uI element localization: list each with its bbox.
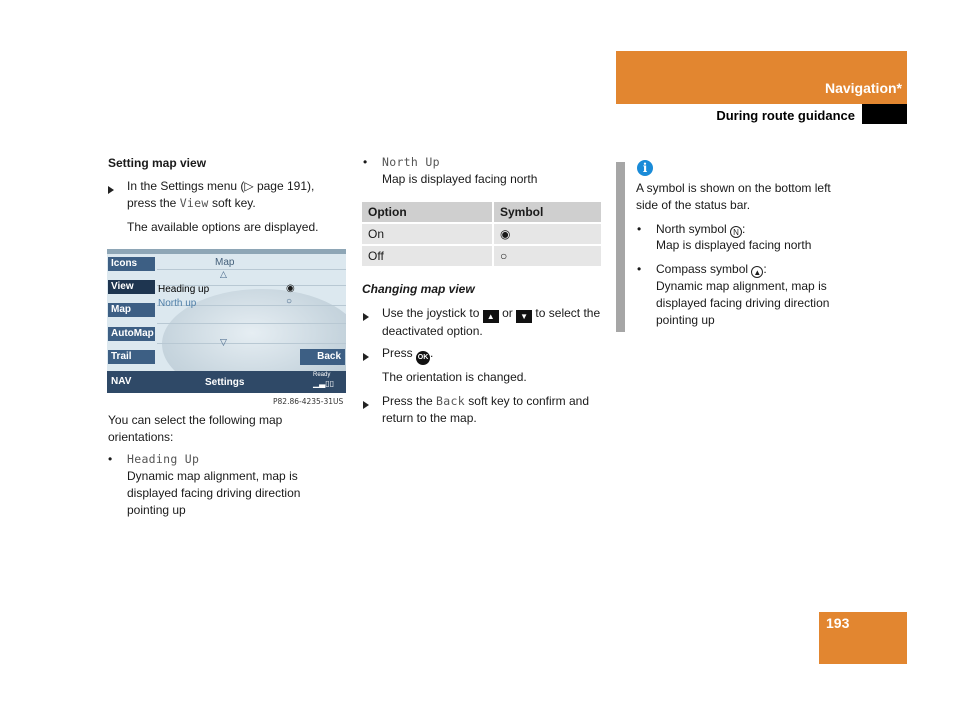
step-result: The orientation is changed. xyxy=(382,370,527,384)
heading-up-option: Heading up xyxy=(158,284,210,295)
status-nav: NAV xyxy=(111,376,132,387)
map-softkey: Map xyxy=(108,303,155,317)
step-arrow-icon xyxy=(363,310,369,324)
info-icon: i xyxy=(637,160,653,176)
ok-button-icon: OK xyxy=(416,351,430,365)
page-number: 193 xyxy=(826,615,850,631)
table-header-row xyxy=(362,202,601,222)
icons-softkey: Icons xyxy=(108,257,155,271)
north-up-option: North up xyxy=(158,298,197,309)
status-ready: Ready xyxy=(313,372,331,378)
automap-softkey: AutoMap xyxy=(108,327,155,341)
step-arrow-icon xyxy=(363,398,369,412)
screen-title: Map xyxy=(215,257,235,268)
options-table xyxy=(362,200,601,268)
step-text: Press the Back soft key to confirm and return to the map. xyxy=(382,394,590,425)
info-sidebar xyxy=(616,162,625,332)
table-cell: Off xyxy=(362,246,494,266)
north-symbol-label: North symbol N : xyxy=(656,222,746,237)
table-header: Symbol xyxy=(494,202,601,222)
unselected-radio-icon: ○ xyxy=(286,296,293,307)
on-symbol-icon: ◉ xyxy=(494,224,601,244)
back-key-label: Back xyxy=(436,394,465,408)
bullet-dot: • xyxy=(363,155,368,169)
north-symbol-desc: Map is displayed facing north xyxy=(656,238,812,252)
north-symbol-icon: N xyxy=(730,226,742,238)
off-symbol-icon: ○ xyxy=(494,246,601,266)
option-north-up: North Up xyxy=(382,155,440,169)
joystick-up-icon: ▲ xyxy=(483,310,499,323)
table-header: Option xyxy=(362,202,494,222)
step-text: Press OK . xyxy=(382,345,433,365)
view-softkey: View xyxy=(108,280,155,294)
bullet-dot: • xyxy=(637,262,642,276)
table-row xyxy=(362,224,601,244)
info-text: A symbol is shown on the bottom left side of the status bar. xyxy=(636,181,831,212)
subsection-marker xyxy=(862,104,907,124)
trail-softkey: Trail xyxy=(108,350,155,364)
compass-symbol-icon: ▲ xyxy=(751,266,763,278)
back-softkey: Back xyxy=(300,349,345,365)
option-heading-up: Heading Up xyxy=(127,452,200,466)
joystick-down-icon: ▼ xyxy=(516,310,532,323)
up-arrow-icon: △ xyxy=(220,269,227,279)
compass-symbol-label: Compass symbol ▲ : xyxy=(656,262,767,277)
status-bar xyxy=(107,371,346,393)
intro-text: You can select the following map orientations: xyxy=(108,413,283,444)
section-heading: Setting map view xyxy=(108,156,207,170)
status-settings: Settings xyxy=(205,377,245,388)
table-cell: On xyxy=(362,224,494,244)
subsection-title: During route guidance xyxy=(716,108,855,123)
selected-radio-icon: ◉ xyxy=(286,283,295,294)
step-result: The available options are displayed. xyxy=(127,220,319,234)
step-text: In the Settings menu (▷ page 191), press the View soft key. xyxy=(127,179,315,210)
step-text: Use the joystick to ▲ or ▼ to select the deactivated option. xyxy=(382,306,601,338)
figure-caption: P82.86-4235-31US xyxy=(273,397,344,406)
table-row xyxy=(362,246,601,266)
step-arrow-icon xyxy=(108,183,114,197)
section-title: Navigation* xyxy=(824,80,902,96)
down-arrow-icon: ▽ xyxy=(220,337,227,347)
option-heading-up-desc: Dynamic map alignment, map is displayed facing driving direction pointing up xyxy=(127,469,301,517)
signal-icon: ▁▃▯▯ xyxy=(313,379,335,388)
bullet-dot: • xyxy=(637,222,642,236)
subsection-heading: Changing map view xyxy=(362,282,475,296)
section-header-bar xyxy=(616,51,907,104)
compass-symbol-desc: Dynamic map alignment, map is displayed facing driving direction pointing up xyxy=(656,279,830,327)
view-key-label: View xyxy=(179,196,209,210)
option-north-up-desc: Map is displayed facing north xyxy=(382,172,538,186)
step-arrow-icon xyxy=(363,350,369,364)
bullet-dot: • xyxy=(108,452,113,466)
settings-screen-figure xyxy=(107,249,346,393)
